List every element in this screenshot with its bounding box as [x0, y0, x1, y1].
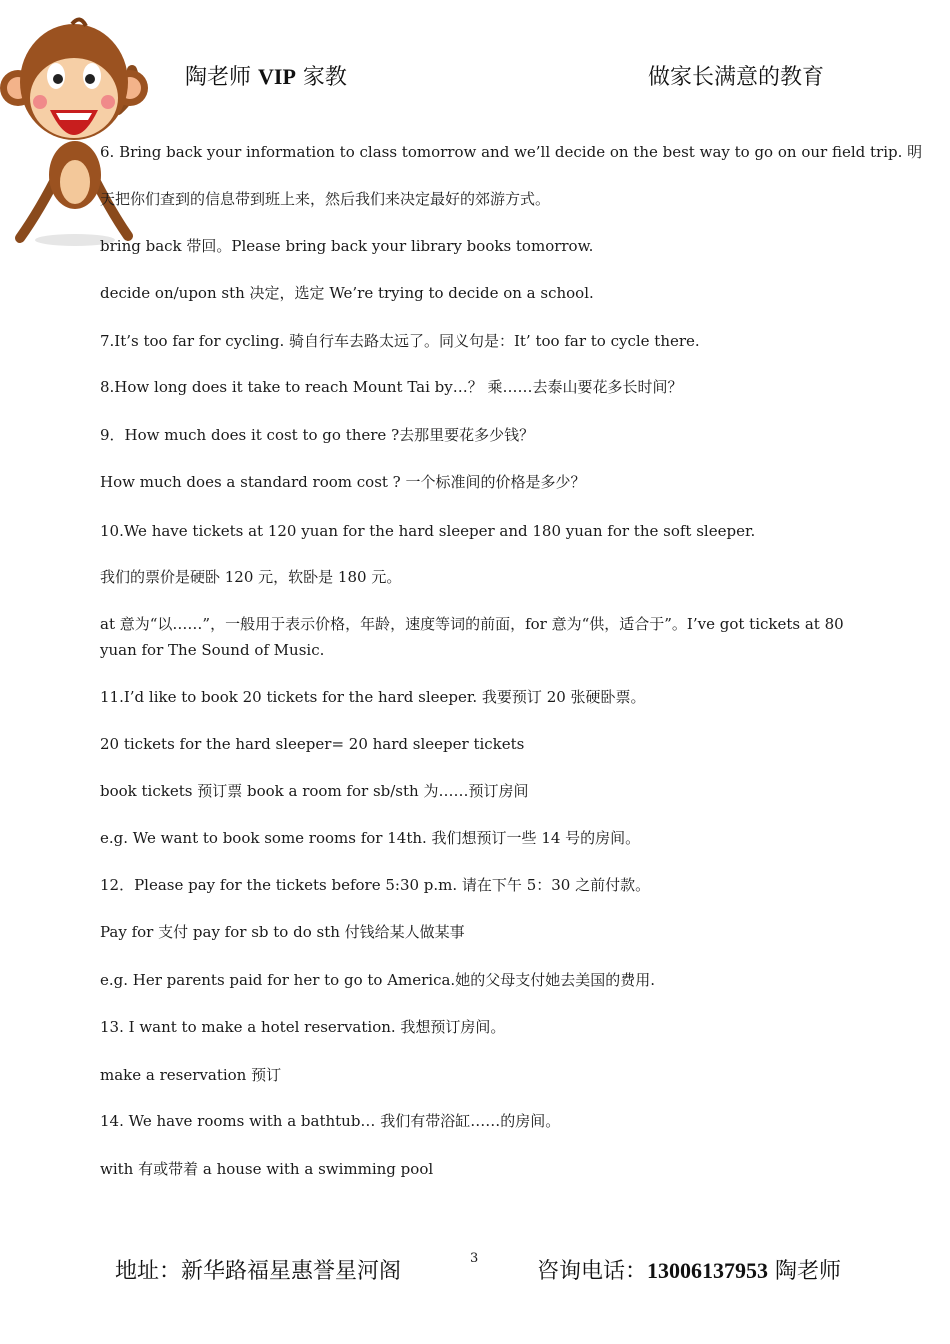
text-line: book tickets 预订票 book a room for sb/sth 为……预订房间 — [100, 782, 529, 800]
header-left-prefix: 陶老师 — [185, 65, 258, 90]
header-left-title — [185, 60, 347, 91]
footer-teacher: 陶老师 — [768, 1259, 842, 1284]
text-line: 10.We have tickets at 120 yuan for the hard sleeper and 180 yuan for the soft sleeper. — [100, 522, 756, 540]
header-left-vip: VIP — [258, 64, 296, 89]
text-line: 12．Please pay for the tickets before 5:30 p.m. 请在下午 5：30 之前付款。 — [100, 876, 651, 894]
text-line: make a reservation 预订 — [100, 1066, 282, 1084]
text-line: 天把你们查到的信息带到班上来，然后我们来决定最好的郊游方式。 — [100, 190, 551, 208]
header-right-slogan: 做家长满意的教育 — [648, 65, 825, 90]
text-line: 9．How much does it cost to go there ?去那里要花多少钱？ — [100, 426, 535, 444]
text-line: Pay for 支付 pay for sb to do sth 付钱给某人做某事 — [100, 923, 465, 941]
text-line: 7.It’s too far for cycling. 骑自行车去路太远了。同义句是：It’ too far to cycle there. — [100, 332, 700, 350]
text-paragraph: at 意为“以……”，一般用于表示价格，年龄，速度等词的前面，for 意为“供，适合于”。I’ve got tickets at 80 yuan for The Sound of Music. — [100, 615, 844, 659]
page-number: 3 — [470, 1251, 479, 1266]
text-line: 11.I’d like to book 20 tickets for the hard sleeper. 我要预订 20 张硬卧票。 — [100, 688, 646, 706]
text-line: 我们的票价是硬卧 120 元，软卧是 180 元。 — [100, 568, 402, 586]
text-line: e.g. Her parents paid for her to go to America.她的父母支付她去美国的费用. — [100, 971, 655, 989]
footer-contact — [537, 1254, 841, 1285]
footer-address: 地址：新华路福星惠誉星河阁 — [115, 1259, 402, 1284]
header-left-suffix: 家教 — [295, 65, 347, 90]
text-line: decide on/upon sth 决定，选定 We’re trying to decide on a school. — [100, 284, 594, 302]
text-line: 14. We have rooms with a bathtub… 我们有带浴缸……的房间。 — [100, 1112, 561, 1130]
footer-phone-label: 咨询电话： — [537, 1259, 648, 1284]
text-line: 20 tickets for the hard sleeper= 20 hard sleeper tickets — [100, 735, 525, 753]
text-line: 8.How long does it take to reach Mount Tai by…？ 乘……去泰山要花多长时间？ — [100, 378, 683, 396]
text-line: e.g. We want to book some rooms for 14th. 我们想预订一些 14 号的房间。 — [100, 829, 641, 847]
text-line: bring back 带回。Please bring back your library books tomorrow. — [100, 237, 594, 255]
text-line: with 有或带着 a house with a swimming pool — [100, 1160, 434, 1178]
text-line: 13. I want to make a hotel reservation. 我想预订房间。 — [100, 1018, 506, 1036]
text-line: How much does a standard room cost ? 一个标准间的价格是多少？ — [100, 473, 586, 491]
footer-phone-number: 13006137953 — [647, 1258, 769, 1283]
text-line: 6. Bring back your information to class tomorrow and we’ll decide on the best way to go on our field trip. 明 — [100, 143, 923, 161]
monkey-mascot-logo — [0, 10, 150, 250]
